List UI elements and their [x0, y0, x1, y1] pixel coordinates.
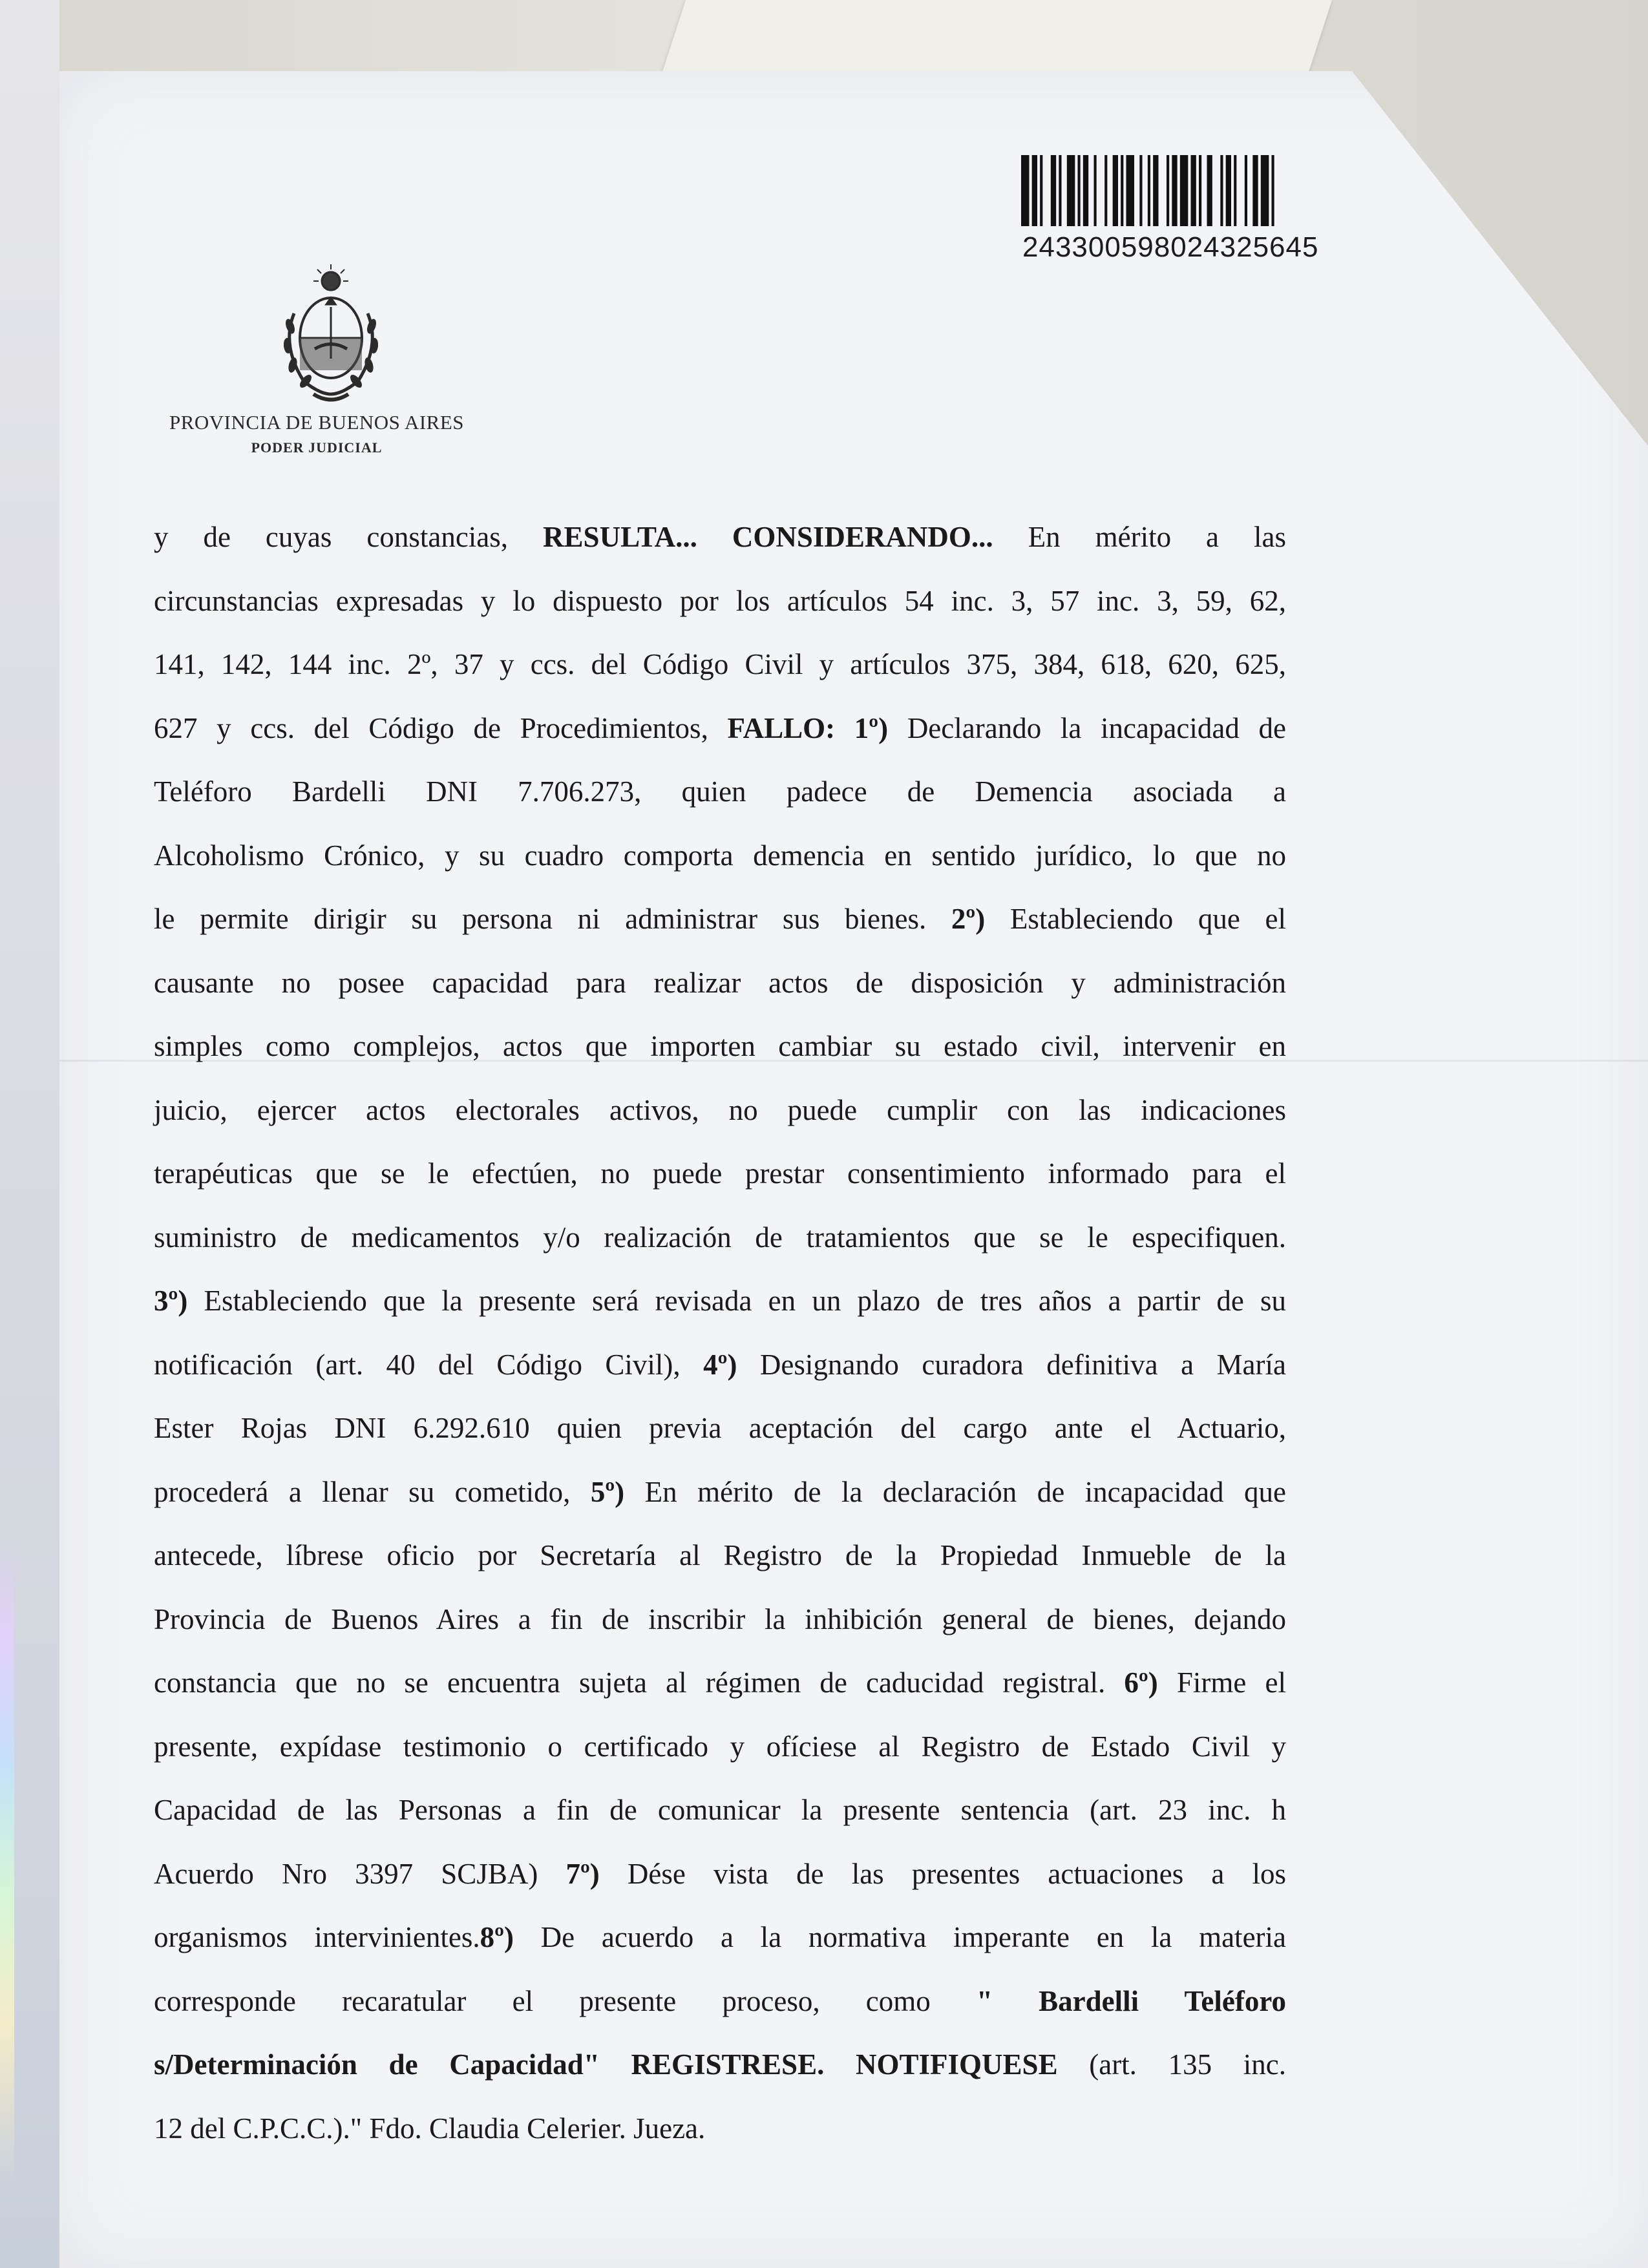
text-line: [154, 1842, 1286, 1906]
text-run: organismos intervinientes.: [154, 1921, 480, 1953]
text-line: [154, 1524, 1286, 1588]
text-run: Provincia de Buenos Aires a fin de inscribir la inhibición general de bienes, dejando: [154, 1602, 1286, 1635]
text-line: [154, 1206, 1286, 1270]
bold-text-run: 2º): [951, 903, 986, 935]
text-line: [154, 951, 1286, 1015]
text-run: Teléforo Bardelli DNI 7.706.273, quien padece de Demencia asociada a: [154, 775, 1286, 808]
text-run: Alcoholismo Crónico, y su cuadro comporta demencia en sentido jurídico, lo que no: [154, 839, 1286, 872]
text-run: Estableciendo que la presente será revisada en un plazo de tres años a partir de su: [187, 1285, 1286, 1317]
coat-of-arms-icon: [275, 262, 388, 407]
text-run: Firme el: [1157, 1666, 1286, 1699]
text-run: le permite dirigir su persona ni administrar sus bienes.: [154, 903, 951, 935]
text-run: Capacidad de las Personas a fin de comunicar la presente sentencia (art. 23 inc. h: [154, 1794, 1286, 1826]
text-run: Acuerdo Nro 3397 SCJBA): [154, 1857, 566, 1890]
text-run: constancia que no se encuentra sujeta al régimen de caducidad registral.: [154, 1666, 1125, 1699]
text-run: Estableciendo que el: [985, 903, 1286, 935]
text-line: [154, 569, 1286, 633]
text-run: 141, 142, 144 inc. 2º, 37 y ccs. del Código Civil y artículos 375, 384, 618, 620, 625,: [154, 648, 1286, 680]
barcode-block: [1021, 155, 1319, 264]
text-run: juicio, ejercer actos electorales activos, no puede cumplir con las indicaciones: [154, 1093, 1286, 1126]
bold-text-run: 6º): [1124, 1666, 1158, 1699]
text-run: terapéuticas que se le efectúen, no puede prestar consentimiento informado para el: [154, 1157, 1286, 1190]
text-run: Dése vista de las presentes actuaciones a los: [599, 1857, 1286, 1890]
text-run: causante no posee capacidad para realizar actos de disposición y administración: [154, 966, 1286, 999]
resolution-text: [154, 505, 1286, 2160]
text-line: [154, 1906, 1286, 1969]
text-run: (art. 135 inc.: [1057, 2048, 1286, 2081]
bold-text-run: FALLO: 1º): [727, 711, 889, 744]
text-run: 12 del C.P.C.C.)." Fdo. Claudia Celerier. Jueza.: [154, 2112, 706, 2145]
text-run: antecede, líbrese oficio por Secretaría al Registro de la Propiedad Inmueble de la: [154, 1539, 1286, 1571]
text-run: 627 y ccs. del Código de Procedimientos,: [154, 711, 728, 744]
text-run: En mérito de la declaración de incapacidad que: [624, 1475, 1286, 1508]
text-run: Ester Rojas DNI 6.292.610 quien previa aceptación del cargo ante el Actuario,: [154, 1412, 1286, 1444]
text-line: [154, 887, 1286, 951]
text-line: [154, 633, 1286, 697]
province-name: PROVINCIA DE BUENOS AIRES: [169, 411, 465, 434]
text-line: [154, 760, 1286, 824]
text-line: [154, 2097, 1286, 2161]
text-run: En mérito a las: [993, 521, 1286, 553]
text-line: [154, 505, 1286, 569]
bold-text-run: 8º): [480, 1921, 514, 1953]
bold-text-run: " Bardelli Teléforo: [976, 1984, 1286, 2017]
text-line: [154, 1969, 1286, 2033]
text-line: [154, 697, 1286, 761]
bold-text-run: s/Determinación de Capacidad" REGISTRESE. NOTIFIQUESE: [154, 2048, 1058, 2081]
text-line: [154, 1651, 1286, 1715]
text-run: notificación (art. 40 del Código Civil),: [154, 1348, 704, 1381]
bold-text-run: 7º): [565, 1857, 600, 1890]
text-run: circunstancias expresadas y lo dispuesto por los artículos 54 inc. 3, 57 inc. 3, 59, 62,: [154, 584, 1286, 617]
text-run: Designando curadora definitiva a María: [737, 1348, 1286, 1381]
bold-text-run: 5º): [590, 1475, 625, 1508]
text-line: [154, 1014, 1286, 1078]
barcode-icon: [1021, 155, 1280, 226]
text-run: y de cuyas constancias,: [154, 521, 544, 553]
text-run: suministro de medicamentos y/o realización de tratamientos que se le especifiquen.: [154, 1221, 1286, 1254]
text-line: [154, 824, 1286, 888]
text-run: procederá a llenar su cometido,: [154, 1475, 591, 1508]
text-line: [154, 1142, 1286, 1206]
text-line: [154, 1333, 1286, 1397]
text-run: De acuerdo a la normativa imperante en la materia: [513, 1921, 1286, 1953]
barcode-number: 243300598024325645: [1022, 231, 1319, 263]
text-line: [154, 1715, 1286, 1779]
text-line: [154, 1778, 1286, 1842]
judicial-branch: PODER JUDICIAL: [251, 439, 383, 456]
text-line: [154, 1396, 1286, 1460]
bold-text-run: 3º): [154, 1285, 188, 1317]
bold-text-run: RESULTA... CONSIDERANDO...: [543, 521, 993, 553]
text-run: presente, expídase testimonio o certificado y ofíciese al Registro de Estado Civil y: [154, 1730, 1286, 1763]
text-line: [154, 1588, 1286, 1652]
text-line: [154, 1269, 1286, 1333]
text-line: [154, 2033, 1286, 2097]
text-run: simples como complejos, actos que importen cambiar su estado civil, intervenir en: [154, 1030, 1286, 1062]
scan-artifact: [0, 1538, 14, 2184]
text-run: Declarando la incapacidad de: [888, 711, 1286, 744]
text-run: corresponde recaratular el presente proceso, como: [154, 1984, 977, 2017]
bold-text-run: 4º): [703, 1348, 737, 1381]
text-line: [154, 1460, 1286, 1524]
text-line: [154, 1078, 1286, 1142]
